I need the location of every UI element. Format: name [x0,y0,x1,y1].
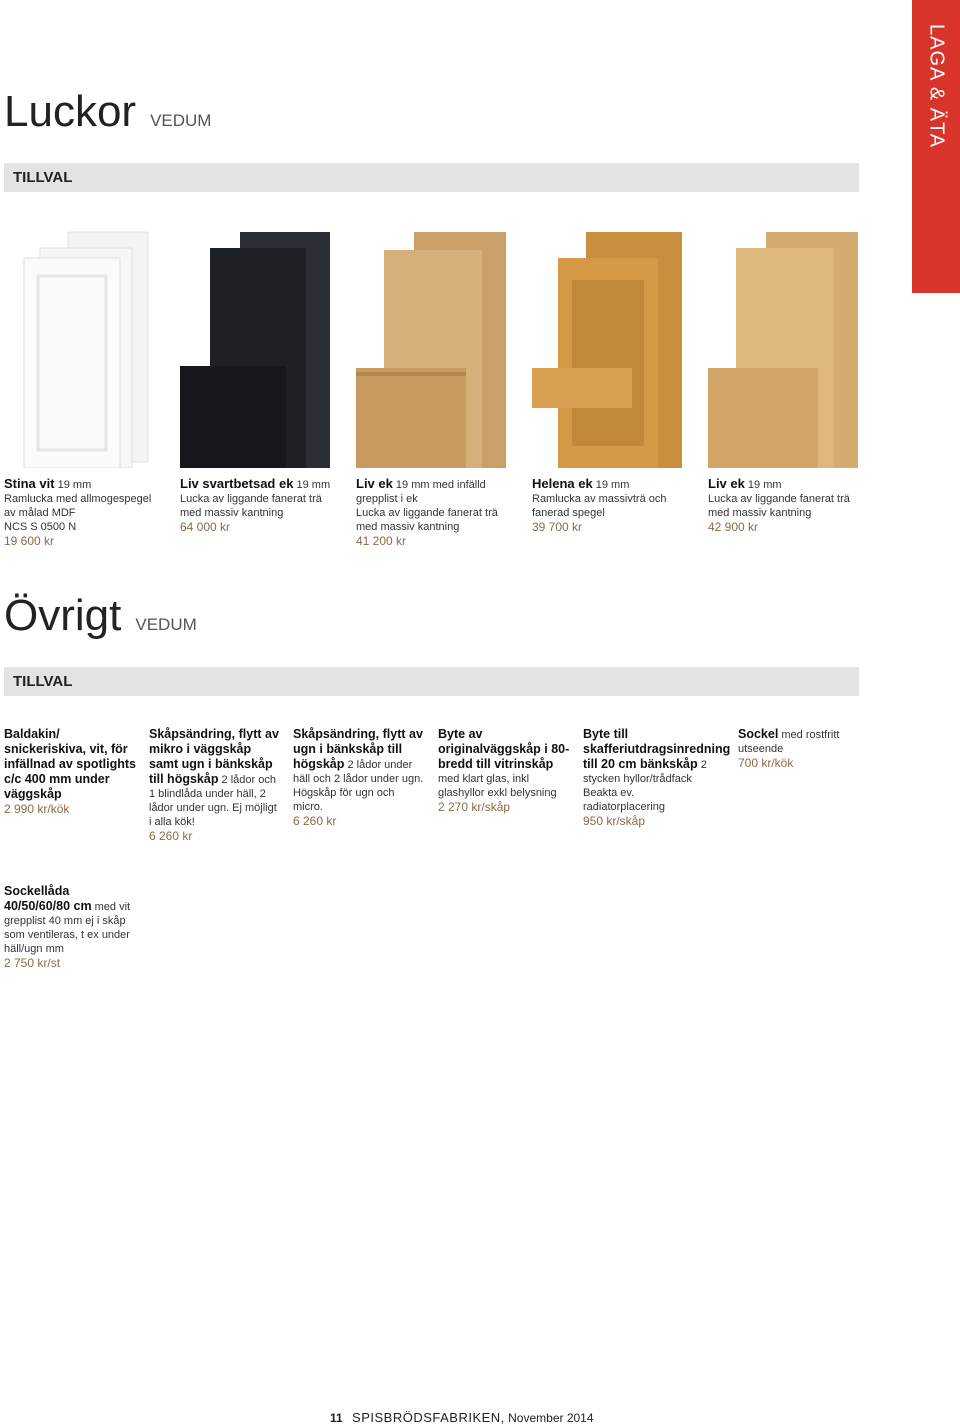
option-desc: 2 lådor och 1 blindlåda under häll, 2 lådor under ugn. Ej möjligt i alla kök! [149,774,277,828]
door-image-stina-vit [4,218,154,468]
door-image-helena-ek [532,218,682,468]
option-name: Sockellåda 40/50/60/80 cm [4,884,92,913]
option-name: Byte av originalväggskåp i 80-bredd till vitrinskåp [438,727,570,771]
option-item [583,727,731,828]
door-desc: Lucka av liggande fanerat trä [180,493,322,505]
door-image-liv-ek-grepplist [356,218,506,468]
section-title-text: Övrigt [4,591,122,640]
door-desc: fanerad spegel [532,507,605,519]
option-item [738,727,870,770]
door-desc: Ramlucka av massivträ och [532,493,667,505]
door-size: 19 mm med infälld [395,479,486,491]
page-footer [330,1410,594,1425]
door-name: Helena ek [532,476,593,491]
magazine-name: SPISBRÖDSFABRIKEN, [352,1410,505,1425]
door-desc: med massiv kantning [180,507,284,519]
door-desc: grepplist i ek [356,493,418,505]
brand-label: VEDUM [150,111,212,130]
section-title-ovrigt [4,591,197,640]
door-image-liv-ek [708,218,858,468]
option-desc: 2 stycken hyllor/trådfack Beakta ev. radiatorplacering [583,759,707,813]
door-price: 39 700 kr [532,520,583,534]
door-price: 41 200 kr [356,534,407,548]
door-desc: med massiv kantning [708,507,812,519]
door-price: 42 900 kr [708,520,759,534]
page-number: 11 [330,1411,343,1425]
door-caption [4,477,164,548]
option-item [438,727,570,814]
door-desc: Lucka av liggande fanerat trä [708,493,850,505]
option-item [4,884,136,970]
section-title-luckor [4,87,212,136]
door-name: Liv ek [708,476,745,491]
section-tab-label: LAGA & ÄTA [925,24,948,149]
option-name: Skåpsändring, flytt av ugn i bänkskåp till högskåp [293,727,423,771]
option-item [293,727,425,828]
section-tab [912,0,960,293]
option-price: 950 kr/skåp [583,814,646,828]
brand-label: VEDUM [135,615,197,634]
tillval-bar [4,163,859,192]
option-price: 700 kr/kök [738,756,794,770]
door-caption [532,477,692,534]
door-desc: av målad MDF [4,507,76,519]
option-item [149,727,281,843]
option-item [4,727,136,816]
option-desc: med rostfritt utseende [738,729,840,755]
door-caption [356,477,516,548]
door-price: 19 600 kr [4,534,55,548]
door-size: 19 mm [57,479,92,491]
option-price: 6 260 kr [293,814,337,828]
door-desc: Ramlucka med allmogespegel [4,493,152,505]
issue-date: November 2014 [508,1411,594,1425]
option-name: Sockel [738,727,779,741]
door-name: Liv svartbetsad ek [180,476,294,491]
door-caption [180,477,340,534]
door-name: Liv ek [356,476,393,491]
tillval-bar [4,667,859,696]
option-name: Byte till skafferiutdragsinredning till 20 cm bänkskåp [583,727,731,771]
door-desc: NCS S 0500 N [4,521,77,533]
tillval-label: TILLVAL [13,169,73,186]
door-name: Stina vit [4,476,55,491]
door-price: 64 000 kr [180,520,231,534]
option-price: 2 750 kr/st [4,956,61,970]
door-image-liv-svartbetsad [180,218,330,468]
door-desc: Lucka av liggande fanerat trä [356,507,498,519]
door-caption [708,477,868,534]
option-price: 6 260 kr [149,829,193,843]
door-size: 19 mm [595,479,630,491]
tillval-label: TILLVAL [13,673,73,690]
door-desc: med massiv kantning [356,521,460,533]
option-price: 2 270 kr/skåp [438,800,511,814]
door-size: 19 mm [747,479,782,491]
option-name: Baldakin/ snickeriskiva, vit, för infällnad av spotlights c/c 400 mm under väggskåp [4,727,136,801]
option-desc: med klart glas, inkl glashyllor exkl belysning [438,773,557,799]
option-price: 2 990 kr/kök [4,802,70,816]
option-name: Skåpsändring, flytt av mikro i väggskåp samt ugn i bänkskåp till högskåp [149,727,279,786]
option-desc: med vit grepplist 40 mm ej i skåp som ventileras, t ex under häll/ugn mm [4,901,131,955]
door-size: 19 mm [296,479,331,491]
section-title-text: Luckor [4,87,137,136]
option-desc: 2 lådor under häll och 2 lådor under ugn. Högskåp för ugn och micro. [293,759,424,813]
